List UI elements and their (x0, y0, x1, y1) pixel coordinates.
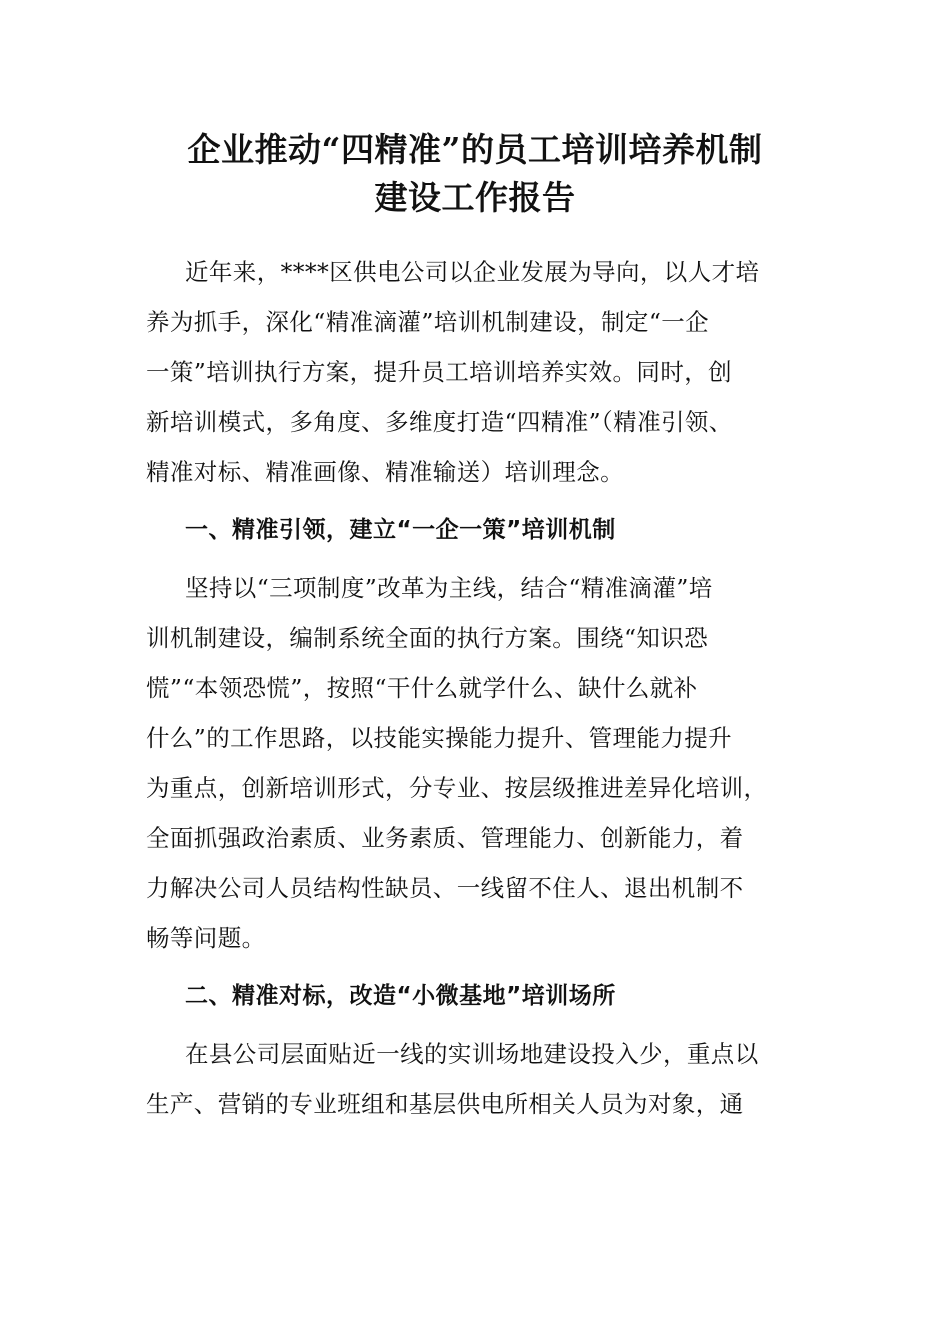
section-1-line-1: 坚持以“三项制度”改革为主线，结合“精准滴灌”培 (185, 574, 713, 602)
document-title-line-1: 企业推动“四精准”的员工培训培养机制 (187, 130, 763, 169)
intro-line-2: 养为抓手，深化“精准滴灌”培训机制建设，制定“一企 (146, 308, 710, 336)
intro-line-1: 近年来，****区供电公司以企业发展为导向，以人才培 (185, 258, 760, 286)
section-2-line-2: 生产、营销的专业班组和基层供电所相关人员为对象，通 (146, 1090, 744, 1118)
section-1-line-3: 慌”“本领恐慌”，按照“干什么就学什么、缺什么就补 (146, 674, 698, 702)
section-1-line-5: 为重点，创新培训形式，分专业、按层级推进差异化培训， (146, 774, 768, 802)
document-title-line-2: 建设工作报告 (374, 178, 576, 217)
section-2-line-1: 在县公司层面贴近一线的实训场地建设投入少，重点以 (185, 1040, 759, 1068)
section-1-line-2: 训机制建设，编制系统全面的执行方案。围绕“知识恐 (146, 624, 709, 652)
section-1-line-4: 什么”的工作思路，以技能实操能力提升、管理能力提升 (146, 724, 733, 752)
intro-line-4: 新培训模式，多角度、多维度打造“四精准”（精准引领、 (146, 408, 733, 436)
section-1-line-6: 全面抓强政治素质、业务素质、管理能力、创新能力，着 (146, 824, 744, 852)
section-2-heading: 二、精准对标，改造“小微基地”培训场所 (185, 983, 616, 1009)
section-1-line-8: 畅等问题。 (146, 924, 266, 952)
section-1-heading: 一、精准引领，建立“一企一策”培训机制 (185, 517, 616, 543)
intro-line-5: 精准对标、精准画像、精准输送）培训理念。 (146, 458, 624, 486)
section-1-line-7: 力解决公司人员结构性缺员、一线留不住人、退出机制不 (146, 874, 744, 902)
intro-line-3: 一策”培训执行方案，提升员工培训培养实效。同时，创 (146, 358, 733, 386)
